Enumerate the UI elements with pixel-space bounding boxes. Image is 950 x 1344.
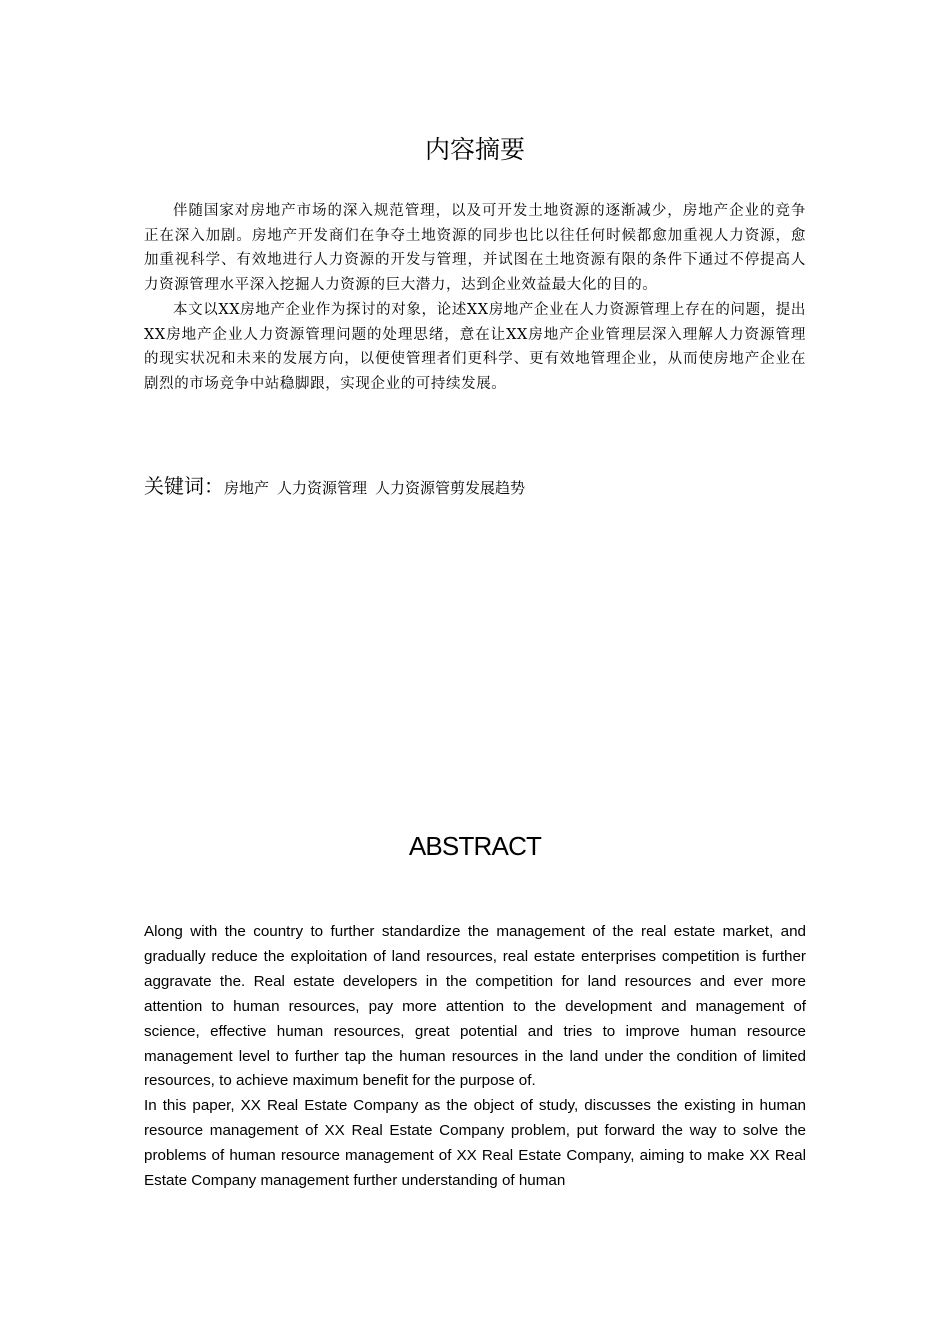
english-abstract-paragraph: In this paper, XX Real Estate Company as the object of study, discusses the existing in human resource management of XX Real Estate Company problem, put forward the way to solve the problems of human resource management of XX Real Estate Company, aiming to make XX Real Estate Company management further understanding of human xyxy=(144,1097,806,1190)
chinese-abstract-title: 内容摘要 xyxy=(424,135,525,164)
keyword-item: 人力资源管剪发展趋势 xyxy=(375,479,526,497)
chinese-abstract-paragraph: 伴随国家对房地产市场的深入规范管理，以及可开发土地资源的逐渐减少，房地产企业的竞争正在深入加剧。房地产开发商们在争夺土地资源的同步也比以往任何时候都愈加重视人力资源，愈加重视科学、有效地进行人力资源的开发与管理，并试图在土地资源有限的条件下通过不停提高人力资源管理水平深入挖掘人力资源的巨大潜力，达到企业效益最大化的目的。 xyxy=(144,203,806,294)
keywords-line xyxy=(144,472,806,502)
english-abstract-title: ABSTRACT xyxy=(408,831,542,861)
keywords-list xyxy=(224,479,533,497)
keywords-label: 关键词： xyxy=(144,474,224,498)
keyword-item: 房地产 xyxy=(224,479,270,497)
english-abstract-body xyxy=(144,920,806,1194)
english-abstract-paragraph: Along with the country to further standardize the management of the real estate market, and gradually reduce the exploitation of land resources, real estate enterprises competition is further aggravate the. Real estate developers in the competition for land resources and ever more attention to human resources, pay more attention to the development and management of science, effective human resources, great potential and tries to improve human resource management level to further tap the human resources in the land under the condition of limited resources, to achieve maximum benefit for the purpose of. xyxy=(144,923,806,1090)
keyword-item: 人力资源管理 xyxy=(277,479,368,497)
chinese-abstract-paragraph: 本文以XX房地产企业作为探讨的对象，论述XX房地产企业在人力资源管理上存在的问题，提出XX房地产企业人力资源管理问题的处理思绪，意在让XX房地产企业管理层深入理解人力资源管理的现实状况和未来的发展方向，以便使管理者们更科学、更有效地管理企业，从而使房地产企业在剧烈的市场竞争中站稳脚跟，实现企业的可持续发展。 xyxy=(144,301,806,392)
chinese-abstract-body xyxy=(144,199,806,397)
